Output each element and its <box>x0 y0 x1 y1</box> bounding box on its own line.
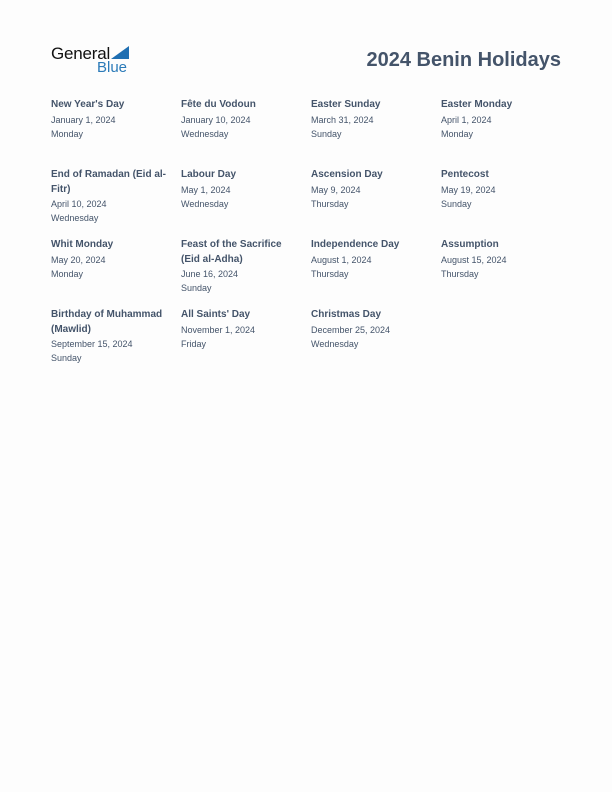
holiday-item <box>181 98 301 141</box>
logo-blue-text: Blue <box>97 59 128 76</box>
holiday-item <box>51 168 171 225</box>
holiday-weekday: Monday <box>51 128 84 139</box>
holiday-date: June 16, 2024 <box>181 269 239 279</box>
holiday-item <box>51 308 171 365</box>
holiday-name: Feast of the Sacrifice (Eid al-Adha) <box>181 239 282 265</box>
holiday-weekday: Wednesday <box>311 338 359 349</box>
holiday-weekday: Sunday <box>181 283 212 293</box>
logo <box>51 44 141 78</box>
holiday-item <box>181 238 301 295</box>
logo-flag-icon <box>111 46 129 59</box>
holiday-weekday: Friday <box>181 338 207 349</box>
holiday-date: August 15, 2024 <box>441 254 507 265</box>
logo-general-text: General <box>51 44 111 63</box>
holiday-weekday: Wednesday <box>181 128 229 139</box>
holiday-name: Christmas Day <box>311 309 382 320</box>
holiday-name: Pentecost <box>441 169 489 180</box>
holiday-name: Labour Day <box>181 169 237 180</box>
holiday-weekday: Wednesday <box>51 213 99 223</box>
holiday-weekday: Sunday <box>311 128 342 139</box>
holiday-item <box>441 98 561 141</box>
holiday-weekday: Thursday <box>311 198 349 209</box>
holiday-date: August 1, 2024 <box>311 254 372 265</box>
holiday-date: January 1, 2024 <box>51 114 116 125</box>
holiday-weekday: Sunday <box>441 198 472 209</box>
holiday-name: All Saints' Day <box>181 309 251 320</box>
holiday-name: Ascension Day <box>311 169 383 180</box>
holiday-name: Easter Sunday <box>311 99 381 110</box>
holiday-date: January 10, 2024 <box>181 114 251 125</box>
holiday-item <box>51 98 171 141</box>
holiday-item <box>311 98 431 141</box>
holiday-item <box>311 168 431 211</box>
holiday-date: September 15, 2024 <box>51 339 133 349</box>
holiday-item <box>311 238 431 281</box>
holiday-date: May 19, 2024 <box>441 184 496 195</box>
holiday-weekday: Thursday <box>311 268 349 279</box>
holiday-name: End of Ramadan (Eid al-Fitr) <box>51 169 167 195</box>
holiday-item <box>51 238 171 281</box>
holiday-date: May 9, 2024 <box>311 184 361 195</box>
holiday-name: Easter Monday <box>441 99 513 110</box>
holiday-item <box>181 308 301 351</box>
holiday-name: Whit Monday <box>51 239 114 250</box>
holiday-date: May 1, 2024 <box>181 184 231 195</box>
holiday-item <box>441 168 561 211</box>
holiday-item <box>181 168 301 211</box>
holiday-name: Independence Day <box>311 239 400 250</box>
holiday-weekday: Thursday <box>441 268 479 279</box>
page-title: 2024 Benin Holidays <box>366 49 561 71</box>
holiday-date: May 20, 2024 <box>51 254 106 265</box>
holiday-date: March 31, 2024 <box>311 114 374 125</box>
holiday-weekday: Wednesday <box>181 198 229 209</box>
holiday-date: December 25, 2024 <box>311 324 391 335</box>
holiday-name: Birthday of Muhammad (Mawlid) <box>51 309 163 335</box>
holiday-date: November 1, 2024 <box>181 324 256 335</box>
holiday-name: Fête du Vodoun <box>181 99 256 110</box>
holiday-item <box>311 308 431 351</box>
holiday-weekday: Monday <box>441 128 474 139</box>
holiday-weekday: Monday <box>51 268 84 279</box>
holiday-date: April 10, 2024 <box>51 199 107 209</box>
holiday-date: April 1, 2024 <box>441 114 492 125</box>
holiday-weekday: Sunday <box>51 353 82 363</box>
holiday-item <box>441 238 561 281</box>
holiday-name: New Year's Day <box>51 99 125 110</box>
holiday-name: Assumption <box>441 239 499 250</box>
